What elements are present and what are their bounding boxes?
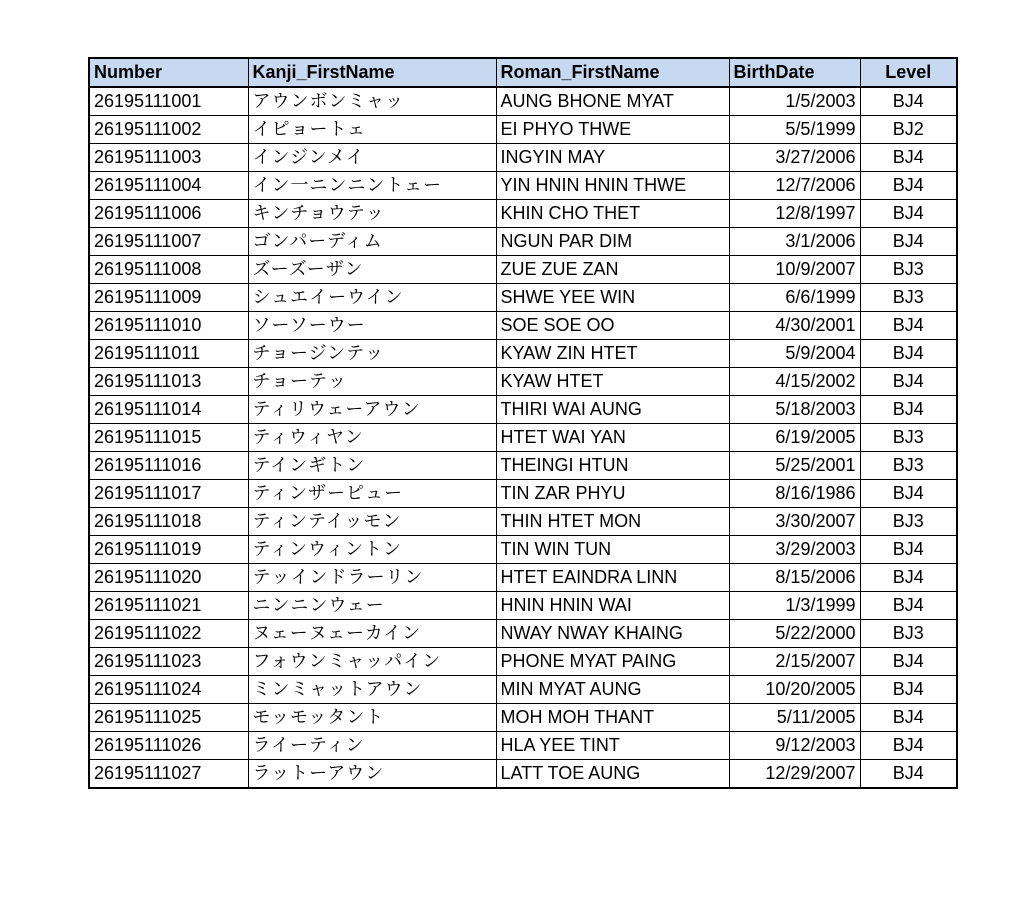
cell-kanji-firstname: ティンウィントン xyxy=(248,536,496,564)
cell-birthdate: 10/9/2007 xyxy=(729,256,860,284)
cell-birthdate: 3/30/2007 xyxy=(729,508,860,536)
cell-number: 26195111008 xyxy=(89,256,248,284)
cell-birthdate: 8/15/2006 xyxy=(729,564,860,592)
cell-roman-firstname: HTET EAINDRA LINN xyxy=(496,564,729,592)
table-row xyxy=(89,200,957,228)
cell-kanji-firstname: フォウンミャッパイン xyxy=(248,648,496,676)
cell-level: BJ3 xyxy=(860,620,957,648)
cell-kanji-firstname: モッモッタント xyxy=(248,704,496,732)
cell-number: 26195111011 xyxy=(89,340,248,368)
header-roman-firstname: Roman_FirstName xyxy=(496,58,729,87)
cell-number: 26195111020 xyxy=(89,564,248,592)
cell-level: BJ4 xyxy=(860,144,957,172)
cell-number: 26195111023 xyxy=(89,648,248,676)
cell-number: 26195111022 xyxy=(89,620,248,648)
table-row xyxy=(89,732,957,760)
cell-number: 26195111026 xyxy=(89,732,248,760)
cell-level: BJ4 xyxy=(860,564,957,592)
cell-roman-firstname: NGUN PAR DIM xyxy=(496,228,729,256)
cell-level: BJ3 xyxy=(860,284,957,312)
cell-level: BJ2 xyxy=(860,116,957,144)
cell-birthdate: 5/5/1999 xyxy=(729,116,860,144)
cell-kanji-firstname: ゴンパーディム xyxy=(248,228,496,256)
cell-roman-firstname: KYAW HTET xyxy=(496,368,729,396)
cell-level: BJ4 xyxy=(860,172,957,200)
cell-number: 26195111025 xyxy=(89,704,248,732)
cell-birthdate: 12/29/2007 xyxy=(729,760,860,789)
table-row xyxy=(89,340,957,368)
cell-birthdate: 5/18/2003 xyxy=(729,396,860,424)
cell-birthdate: 1/3/1999 xyxy=(729,592,860,620)
cell-level: BJ4 xyxy=(860,368,957,396)
cell-roman-firstname: MOH MOH THANT xyxy=(496,704,729,732)
table-row xyxy=(89,592,957,620)
cell-number: 26195111019 xyxy=(89,536,248,564)
cell-kanji-firstname: チョージンテッ xyxy=(248,340,496,368)
cell-number: 26195111021 xyxy=(89,592,248,620)
cell-number: 26195111013 xyxy=(89,368,248,396)
cell-birthdate: 4/15/2002 xyxy=(729,368,860,396)
cell-roman-firstname: KHIN CHO THET xyxy=(496,200,729,228)
cell-number: 26195111027 xyxy=(89,760,248,789)
table-row xyxy=(89,452,957,480)
cell-number: 26195111016 xyxy=(89,452,248,480)
cell-kanji-firstname: インジンメイ xyxy=(248,144,496,172)
cell-kanji-firstname: ティウィヤン xyxy=(248,424,496,452)
cell-roman-firstname: EI PHYO THWE xyxy=(496,116,729,144)
cell-kanji-firstname: テインギトン xyxy=(248,452,496,480)
cell-number: 26195111009 xyxy=(89,284,248,312)
cell-level: BJ4 xyxy=(860,87,957,116)
cell-level: BJ4 xyxy=(860,200,957,228)
table-row xyxy=(89,480,957,508)
cell-kanji-firstname: ティンテイッモン xyxy=(248,508,496,536)
cell-number: 26195111017 xyxy=(89,480,248,508)
cell-level: BJ4 xyxy=(860,760,957,789)
cell-roman-firstname: YIN HNIN HNIN THWE xyxy=(496,172,729,200)
cell-roman-firstname: LATT TOE AUNG xyxy=(496,760,729,789)
cell-number: 26195111014 xyxy=(89,396,248,424)
header-number: Number xyxy=(89,58,248,87)
cell-number: 26195111002 xyxy=(89,116,248,144)
cell-level: BJ4 xyxy=(860,732,957,760)
cell-birthdate: 6/19/2005 xyxy=(729,424,860,452)
table-row xyxy=(89,228,957,256)
cell-level: BJ4 xyxy=(860,592,957,620)
cell-kanji-firstname: ヌェーヌェーカイン xyxy=(248,620,496,648)
table-row xyxy=(89,396,957,424)
cell-roman-firstname: THEINGI HTUN xyxy=(496,452,729,480)
table-row xyxy=(89,172,957,200)
cell-level: BJ4 xyxy=(860,480,957,508)
cell-kanji-firstname: ニンニンウェー xyxy=(248,592,496,620)
cell-birthdate: 4/30/2001 xyxy=(729,312,860,340)
cell-birthdate: 10/20/2005 xyxy=(729,676,860,704)
cell-level: BJ3 xyxy=(860,508,957,536)
table-row xyxy=(89,284,957,312)
cell-level: BJ3 xyxy=(860,452,957,480)
table-row xyxy=(89,256,957,284)
cell-level: BJ4 xyxy=(860,536,957,564)
cell-level: BJ4 xyxy=(860,312,957,340)
table-row xyxy=(89,704,957,732)
cell-level: BJ4 xyxy=(860,676,957,704)
cell-birthdate: 1/5/2003 xyxy=(729,87,860,116)
cell-birthdate: 9/12/2003 xyxy=(729,732,860,760)
cell-kanji-firstname: ライーティン xyxy=(248,732,496,760)
table-row xyxy=(89,760,957,789)
table-row xyxy=(89,508,957,536)
cell-roman-firstname: NWAY NWAY KHAING xyxy=(496,620,729,648)
cell-level: BJ4 xyxy=(860,704,957,732)
cell-kanji-firstname: チョーテッ xyxy=(248,368,496,396)
cell-roman-firstname: INGYIN MAY xyxy=(496,144,729,172)
cell-kanji-firstname: ラットーアウン xyxy=(248,760,496,789)
cell-birthdate: 2/15/2007 xyxy=(729,648,860,676)
cell-level: BJ4 xyxy=(860,396,957,424)
cell-number: 26195111024 xyxy=(89,676,248,704)
table-row xyxy=(89,312,957,340)
student-table xyxy=(88,57,958,789)
cell-number: 26195111010 xyxy=(89,312,248,340)
cell-birthdate: 5/22/2000 xyxy=(729,620,860,648)
cell-kanji-firstname: ティリウェーアウン xyxy=(248,396,496,424)
cell-kanji-firstname: ソーソーウー xyxy=(248,312,496,340)
cell-birthdate: 12/8/1997 xyxy=(729,200,860,228)
cell-roman-firstname: TIN WIN TUN xyxy=(496,536,729,564)
cell-number: 26195111018 xyxy=(89,508,248,536)
cell-number: 26195111001 xyxy=(89,87,248,116)
table-row xyxy=(89,144,957,172)
header-birthdate: BirthDate xyxy=(729,58,860,87)
header-level: Level xyxy=(860,58,957,87)
cell-birthdate: 5/25/2001 xyxy=(729,452,860,480)
cell-number: 26195111006 xyxy=(89,200,248,228)
cell-level: BJ4 xyxy=(860,648,957,676)
cell-number: 26195111007 xyxy=(89,228,248,256)
cell-kanji-firstname: アウンボンミャッ xyxy=(248,87,496,116)
cell-birthdate: 5/9/2004 xyxy=(729,340,860,368)
cell-kanji-firstname: ミンミャットアウン xyxy=(248,676,496,704)
cell-kanji-firstname: シュエイーウイン xyxy=(248,284,496,312)
cell-number: 26195111003 xyxy=(89,144,248,172)
cell-roman-firstname: THIRI WAI AUNG xyxy=(496,396,729,424)
table-row xyxy=(89,368,957,396)
table-row xyxy=(89,564,957,592)
cell-kanji-firstname: キンチョウテッ xyxy=(248,200,496,228)
cell-roman-firstname: ZUE ZUE ZAN xyxy=(496,256,729,284)
cell-level: BJ4 xyxy=(860,228,957,256)
cell-roman-firstname: AUNG BHONE MYAT xyxy=(496,87,729,116)
table-body xyxy=(89,87,957,788)
cell-kanji-firstname: イン一ニンニントェー xyxy=(248,172,496,200)
table-row xyxy=(89,676,957,704)
cell-number: 26195111015 xyxy=(89,424,248,452)
header-row xyxy=(89,58,957,87)
cell-roman-firstname: SOE SOE OO xyxy=(496,312,729,340)
cell-birthdate: 3/1/2006 xyxy=(729,228,860,256)
cell-roman-firstname: TIN ZAR PHYU xyxy=(496,480,729,508)
cell-number: 26195111004 xyxy=(89,172,248,200)
cell-level: BJ4 xyxy=(860,340,957,368)
cell-birthdate: 12/7/2006 xyxy=(729,172,860,200)
cell-birthdate: 3/29/2003 xyxy=(729,536,860,564)
cell-birthdate: 3/27/2006 xyxy=(729,144,860,172)
cell-level: BJ3 xyxy=(860,256,957,284)
table-row xyxy=(89,116,957,144)
cell-kanji-firstname: ティンザーピュー xyxy=(248,480,496,508)
cell-level: BJ3 xyxy=(860,424,957,452)
table-row xyxy=(89,87,957,116)
table-row xyxy=(89,648,957,676)
table-row xyxy=(89,424,957,452)
cell-roman-firstname: PHONE MYAT PAING xyxy=(496,648,729,676)
cell-birthdate: 5/11/2005 xyxy=(729,704,860,732)
cell-roman-firstname: SHWE YEE WIN xyxy=(496,284,729,312)
cell-kanji-firstname: ズーズーザン xyxy=(248,256,496,284)
cell-birthdate: 8/16/1986 xyxy=(729,480,860,508)
cell-roman-firstname: HNIN HNIN WAI xyxy=(496,592,729,620)
cell-birthdate: 6/6/1999 xyxy=(729,284,860,312)
cell-roman-firstname: KYAW ZIN HTET xyxy=(496,340,729,368)
cell-roman-firstname: HTET WAI YAN xyxy=(496,424,729,452)
cell-kanji-firstname: イピョートェ xyxy=(248,116,496,144)
table-row xyxy=(89,620,957,648)
header-kanji-firstname: Kanji_FirstName xyxy=(248,58,496,87)
cell-roman-firstname: THIN HTET MON xyxy=(496,508,729,536)
cell-roman-firstname: HLA YEE TINT xyxy=(496,732,729,760)
table-row xyxy=(89,536,957,564)
cell-kanji-firstname: テッインドラーリン xyxy=(248,564,496,592)
cell-roman-firstname: MIN MYAT AUNG xyxy=(496,676,729,704)
